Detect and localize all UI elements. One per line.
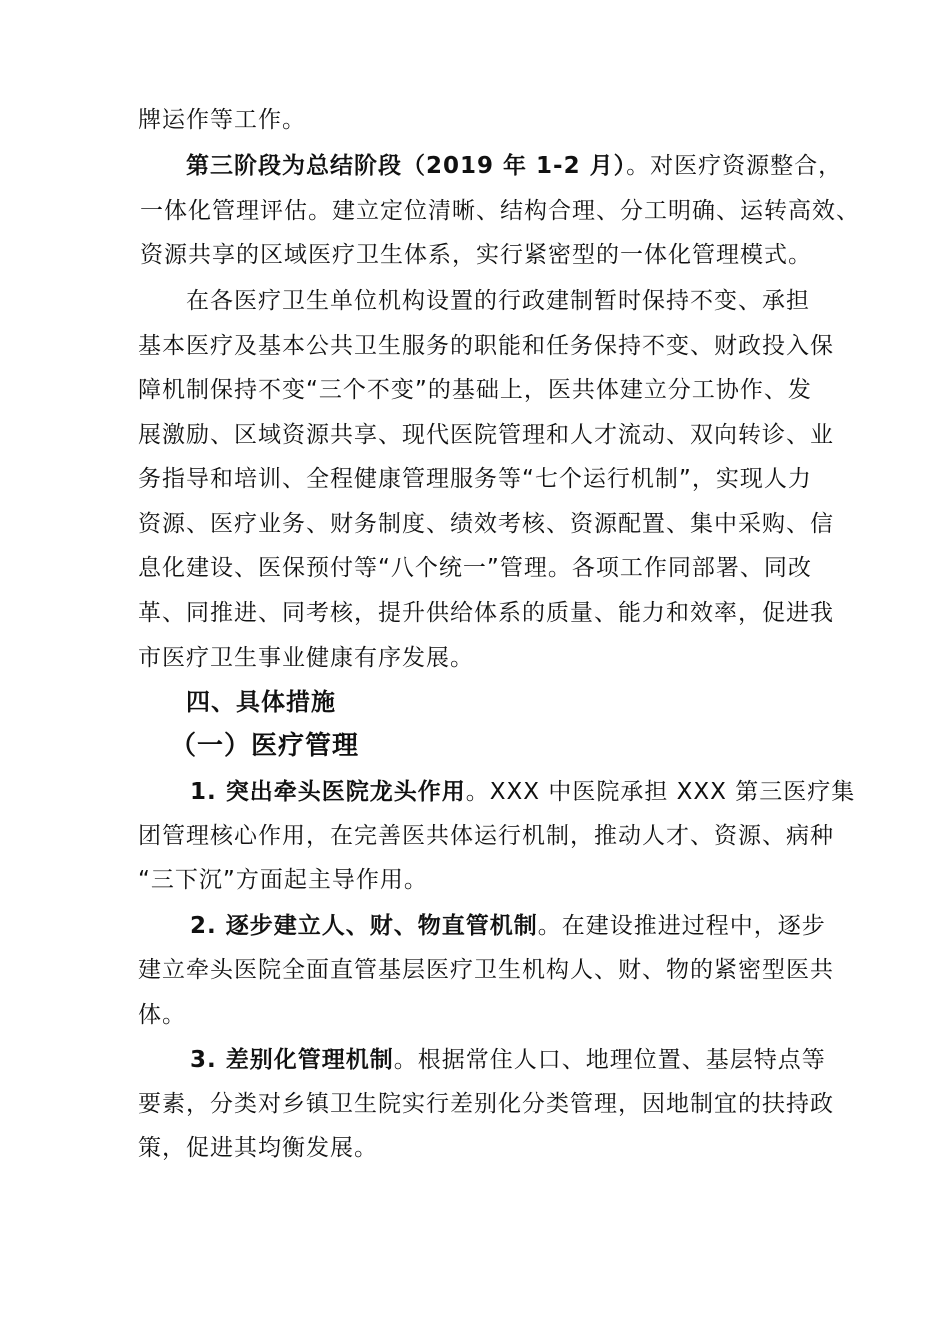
paragraph-line: 2. 逐步建立人、财、物直管机制。在建设推进过程中，逐步 (190, 913, 826, 939)
paragraph-line: 在各医疗卫生单位机构设置的行政建制暂时保持不变、承担 (186, 288, 810, 314)
paragraph-line: 体。 (138, 1002, 186, 1028)
paragraph-line: 牌运作等工作。 (138, 107, 306, 133)
paragraph-line: 要素，分类对乡镇卫生院实行差别化分类管理，因地制宜的扶持政 (138, 1091, 834, 1117)
paragraph-line: 3. 差别化管理机制。根据常住人口、地理位置、基层特点等 (190, 1047, 826, 1073)
paragraph-line: 1. 突出牵头医院龙头作用。XXX 中医院承担 XXX 第三医疗集 (190, 779, 856, 805)
paragraph-line: 展激励、区域资源共享、现代医院管理和人才流动、双向转诊、业 (138, 422, 834, 448)
stage-three-heading: 第三阶段为总结阶段（2019 年 1-2 月） (186, 153, 627, 179)
paragraph-line: 障机制保持不变“三个不变”的基础上，医共体建立分工协作、发 (138, 377, 812, 403)
paragraph-line: 务指导和培训、全程健康管理服务等“七个运行机制”，实现人力 (138, 466, 812, 492)
paragraph-line: 第三阶段为总结阶段（2019 年 1-2 月）。对医疗资源整合， (186, 153, 843, 179)
item-heading: 3. 差别化管理机制 (190, 1047, 394, 1073)
item-heading: 1. 突出牵头医院龙头作用 (190, 779, 466, 805)
paragraph-line: 息化建设、医保预付等“八个统一”管理。各项工作同部署、同改 (138, 555, 812, 581)
paragraph-line: 革、同推进、同考核，提升供给体系的质量、能力和效率，促进我 (138, 600, 834, 626)
paragraph-line: 建立牵头医院全面直管基层医疗卫生机构人、财、物的紧密型医共 (138, 957, 834, 983)
paragraph-line: 基本医疗及基本公共卫生服务的职能和任务保持不变、财政投入保 (138, 333, 834, 359)
item-heading: 2. 逐步建立人、财、物直管机制 (190, 913, 538, 939)
paragraph-line: 一体化管理评估。建立定位清晰、结构合理、分工明确、运转高效、 (140, 198, 860, 224)
paragraph-line: 团管理核心作用，在完善医共体运行机制，推动人才、资源、病种 (138, 823, 834, 849)
subsection-heading: （一）医疗管理 (170, 731, 360, 761)
paragraph-line: 资源、医疗业务、财务制度、绩效考核、资源配置、集中采购、信 (138, 511, 834, 537)
paragraph-line: 市医疗卫生事业健康有序发展。 (138, 645, 474, 671)
paragraph-line: 资源共享的区域医疗卫生体系，实行紧密型的一体化管理模式。 (140, 242, 812, 268)
section-heading: 四、具体措施 (186, 688, 336, 716)
paragraph-line: “三下沉”方面起主导作用。 (138, 867, 428, 893)
paragraph-line: 策，促进其均衡发展。 (138, 1135, 378, 1161)
